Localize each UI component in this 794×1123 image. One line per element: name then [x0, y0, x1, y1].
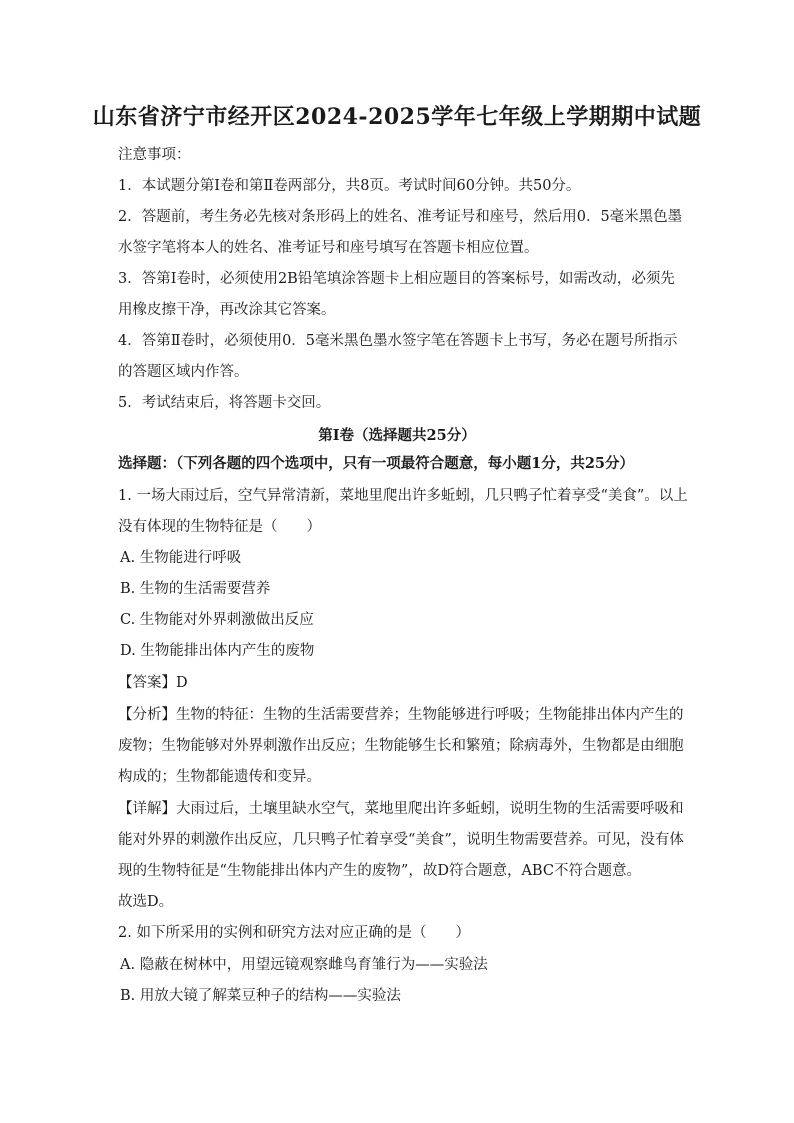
question-1-option-c: C. 生物能对外界刺激做出反应	[120, 612, 314, 628]
notice-line: 4．答第Ⅱ卷时，必须使用0．5毫米黑色墨水签字笔在答题卡上书写，务必在题号所指示	[118, 333, 678, 349]
question-1-stem: 1. 一场大雨过后，空气异常清新，菜地里爬出许多蚯蚓，几只鸭子忙着享受“美食”。以上	[118, 488, 688, 504]
question-1-analysis: 【分析】生物的特征：生物的生活需要营养；生物能够进行呼吸；生物能排出体内产生的	[118, 707, 684, 723]
notice-line: 3．答第Ⅰ卷时，必须使用2B铅笔填涂答题卡上相应题目的答案标号，如需改动，必须先	[118, 271, 675, 287]
section-instruction: 选择题：（下列各题的四个选项中，只有一项最符合题意，每小题1分，共25分）	[118, 455, 635, 472]
notice-line: 用橡皮擦干净，再改涂其它答案。	[118, 302, 336, 318]
question-1-detail: 现的生物特征是“生物能排出体内产生的废物”，故D符合题意，ABC不符合题意。	[118, 863, 641, 879]
question-1-option-d: D. 生物能排出体内产生的废物	[120, 643, 315, 659]
notice-line: 5．考试结束后，将答题卡交回。	[118, 395, 331, 411]
question-1-option-b: B. 生物的生活需要营养	[120, 581, 271, 597]
section-title: 第Ⅰ卷（选择题共25分）	[318, 427, 476, 444]
notice-line: 的答题区域内作答。	[118, 364, 249, 380]
question-1-detail: 能对外界的刺激作出反应，几只鸭子忙着享受“美食”，说明生物需要营养。可见，没有体	[118, 832, 684, 848]
notice-line: 1．本试题分第Ⅰ卷和第Ⅱ卷两部分，共8页。考试时间60分钟。共50分。	[118, 178, 581, 194]
page-title: 山东省济宁市经开区2024-2025学年七年级上学期期中试题	[92, 104, 702, 130]
question-1-stem: 没有体现的生物特征是（ ）	[118, 519, 321, 535]
question-1-analysis: 构成的；生物都能遗传和变异。	[118, 769, 321, 785]
notice-line: 水签字笔将本人的姓名、准考证号和座号填写在答题卡相应位置。	[118, 240, 539, 256]
notice-line: 2．答题前，考生务必先核对条形码上的姓名、准考证号和座号，然后用0．5毫米黑色墨	[118, 209, 683, 225]
notice-heading: 注意事项：	[118, 147, 191, 163]
question-1-option-a: A. 生物能进行呼吸	[120, 550, 242, 566]
question-1-answer: 【答案】D	[118, 675, 188, 691]
question-2-stem: 2. 如下所采用的实例和研究方法对应正确的是（ ）	[118, 925, 470, 941]
question-1-detail: 【详解】大雨过后，土壤里缺水空气，菜地里爬出许多蚯蚓，说明生物的生活需要呼吸和	[118, 801, 684, 817]
question-1-analysis: 废物；生物能够对外界刺激作出反应；生物能够生长和繁殖；除病毒外，生物都是由细胞	[118, 738, 684, 754]
question-2-option-a: A. 隐蔽在树林中，用望远镜观察雌鸟育雏行为——实验法	[120, 957, 488, 973]
question-2-option-b: B. 用放大镜了解菜豆种子的结构——实验法	[120, 988, 401, 1004]
question-1-conclusion: 故选D。	[118, 894, 174, 910]
